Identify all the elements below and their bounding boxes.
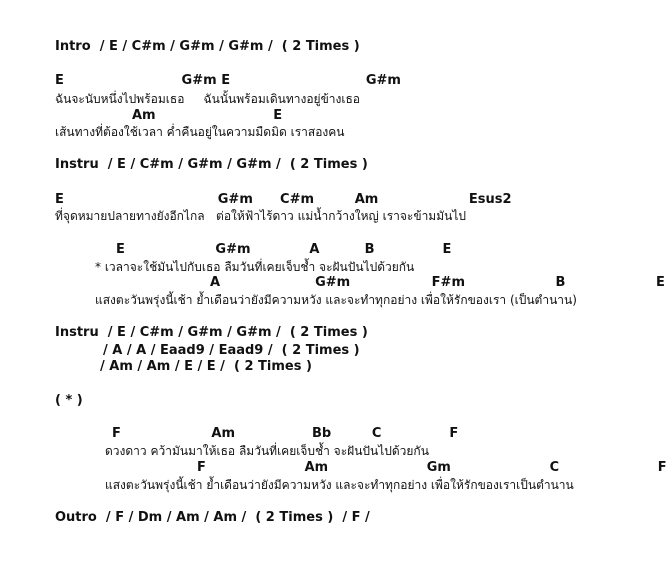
- instru-line-1: Instru / E / C#m / G#m / G#m / ( 2 Times ): [55, 157, 368, 172]
- chorus-chords-1: E G#m A B E: [116, 242, 452, 257]
- chorus-lyric-2: แสงตะวันพรุ่งนี้เช้า ย้ำเดือนว่ายังมีความหวัง และจะทำทุกอย่าง เพื่อให้รักของเรา (เป็นตำนาน): [95, 293, 577, 307]
- verse1-chords-2: Am E: [132, 108, 283, 123]
- instru-line-3: / A / A / Eaad9 / Eaad9 / ( 2 Times ): [103, 343, 360, 358]
- verse1-lyric-2: เส้นทางที่ต้องใช้เวลา ค่ำคืนอยู่ในความมืดมิด เราสองคน: [55, 125, 345, 139]
- chorus-lyric-1: * เวลาจะใช้มันไปกับเธอ ลืมวันที่เคยเจ็บช้ำ จะฝันปันไปด้วยกัน: [95, 260, 415, 274]
- outro-line: Outro / F / Dm / Am / Am / ( 2 Times ) / F /: [55, 510, 370, 525]
- instru-line-2: Instru / E / C#m / G#m / G#m / ( 2 Times ): [55, 325, 368, 340]
- verse2-chords: E G#m C#m Am Esus2: [55, 192, 512, 207]
- verse1-chords-1: E G#m E G#m: [55, 73, 401, 88]
- chorus2-lyric-1: ดวงดาว คว้ามันมาให้เธอ ลืมวันที่เคยเจ็บช้ำ จะฝันปันไปด้วยกัน: [105, 444, 429, 458]
- chorus2-chords-2: F Am Gm C F: [197, 460, 667, 475]
- instru-line-4: / Am / Am / E / E / ( 2 Times ): [100, 359, 312, 374]
- chorus2-lyric-2: แสงตะวันพรุ่งนี้เช้า ย้ำเดือนว่ายังมีความหวัง และจะทำทุกอย่าง เพื่อให้รักของเราเป็นตำนาน: [105, 478, 574, 492]
- verse1-lyric-1: ฉันจะนับหนึ่งไปพร้อมเธอ ฉันนั้นพร้อมเดินทางอยู่ข้างเธอ: [55, 92, 361, 106]
- repeat-marker: ( * ): [55, 393, 83, 408]
- verse2-lyric: ที่จุดหมายปลายทางยังอีกไกล ต่อให้ฟ้าไร้ดาว แม่น้ำกว้างใหญ่ เราจะข้ามมันไป: [55, 209, 466, 223]
- chorus2-chords-1: F Am Bb C F: [112, 426, 459, 441]
- intro-line: Intro / E / C#m / G#m / G#m / ( 2 Times ): [55, 39, 360, 54]
- chorus-chords-2: A G#m F#m B E: [210, 275, 665, 290]
